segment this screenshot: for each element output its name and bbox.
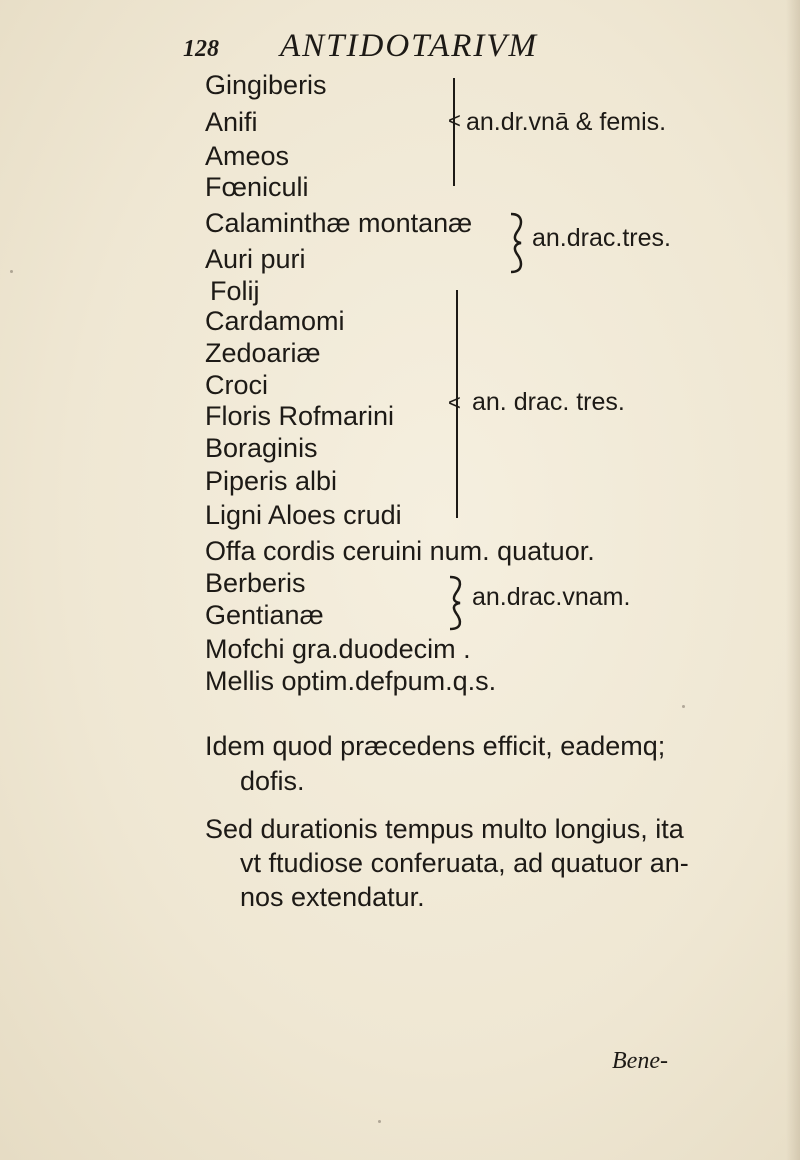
brace-point: < xyxy=(448,390,461,415)
ingredient-line: Anifi xyxy=(205,107,258,137)
paper-speck xyxy=(10,270,13,273)
recipe-line: Mofchi gra.duodecim . xyxy=(205,634,471,664)
ingredient-line: Boraginis xyxy=(205,433,318,463)
paper-speck xyxy=(378,1120,381,1123)
ingredient-line: Floris Rofmarini xyxy=(205,401,395,431)
page-header xyxy=(0,28,800,68)
recipe-line: Mellis optim.defpum.q.s. xyxy=(205,666,497,696)
paragraph-line: vt ftudiose conferuata, ad quatuor an- xyxy=(240,848,689,878)
dose-label: an.drac.tres. xyxy=(532,224,671,252)
paragraph-line: nos extendatur. xyxy=(240,882,425,912)
ingredient-line: Calaminthæ montanæ xyxy=(205,208,473,238)
catchword: Bene- xyxy=(612,1048,668,1074)
ingredient-line: Croci xyxy=(205,370,269,400)
recipe-line: Offa cordis ceruini num. quatuor. xyxy=(205,536,595,566)
running-title: ANTIDOTARIVM xyxy=(280,28,539,64)
ingredient-line: Cardamomi xyxy=(205,306,345,336)
dose-label: an.dr.vnā & femis. xyxy=(466,108,667,136)
dose-label: an. drac. tres. xyxy=(472,388,625,416)
paragraph-line: dofis. xyxy=(240,766,305,796)
ingredient-line: Auri puri xyxy=(205,244,306,274)
page-edge-shadow xyxy=(786,0,800,1160)
brace-mark xyxy=(505,212,529,274)
brace-point: < xyxy=(448,108,461,133)
ingredient-line: Berberis xyxy=(205,568,306,598)
paragraph-line: Sed durationis tempus multo longius, ita xyxy=(205,814,684,844)
ingredient-line: Gentianæ xyxy=(205,600,324,630)
dose-label: an.drac.vnam. xyxy=(472,583,631,611)
brace-mark xyxy=(444,575,468,631)
ingredient-line: Piperis albi xyxy=(205,466,338,496)
ingredient-line: Ameos xyxy=(205,141,290,171)
page-number: 128 xyxy=(183,36,219,62)
ingredient-line: Folij xyxy=(210,276,260,306)
ingredient-line: Zedoariæ xyxy=(205,338,321,368)
paper-speck xyxy=(682,705,685,708)
paragraph-line: Idem quod præcedens efficit, eademq; xyxy=(205,731,666,761)
ingredient-line: Ligni Aloes crudi xyxy=(205,500,402,530)
ingredient-line: Fœniculi xyxy=(205,172,309,202)
ingredient-line: Gingiberis xyxy=(205,70,327,100)
